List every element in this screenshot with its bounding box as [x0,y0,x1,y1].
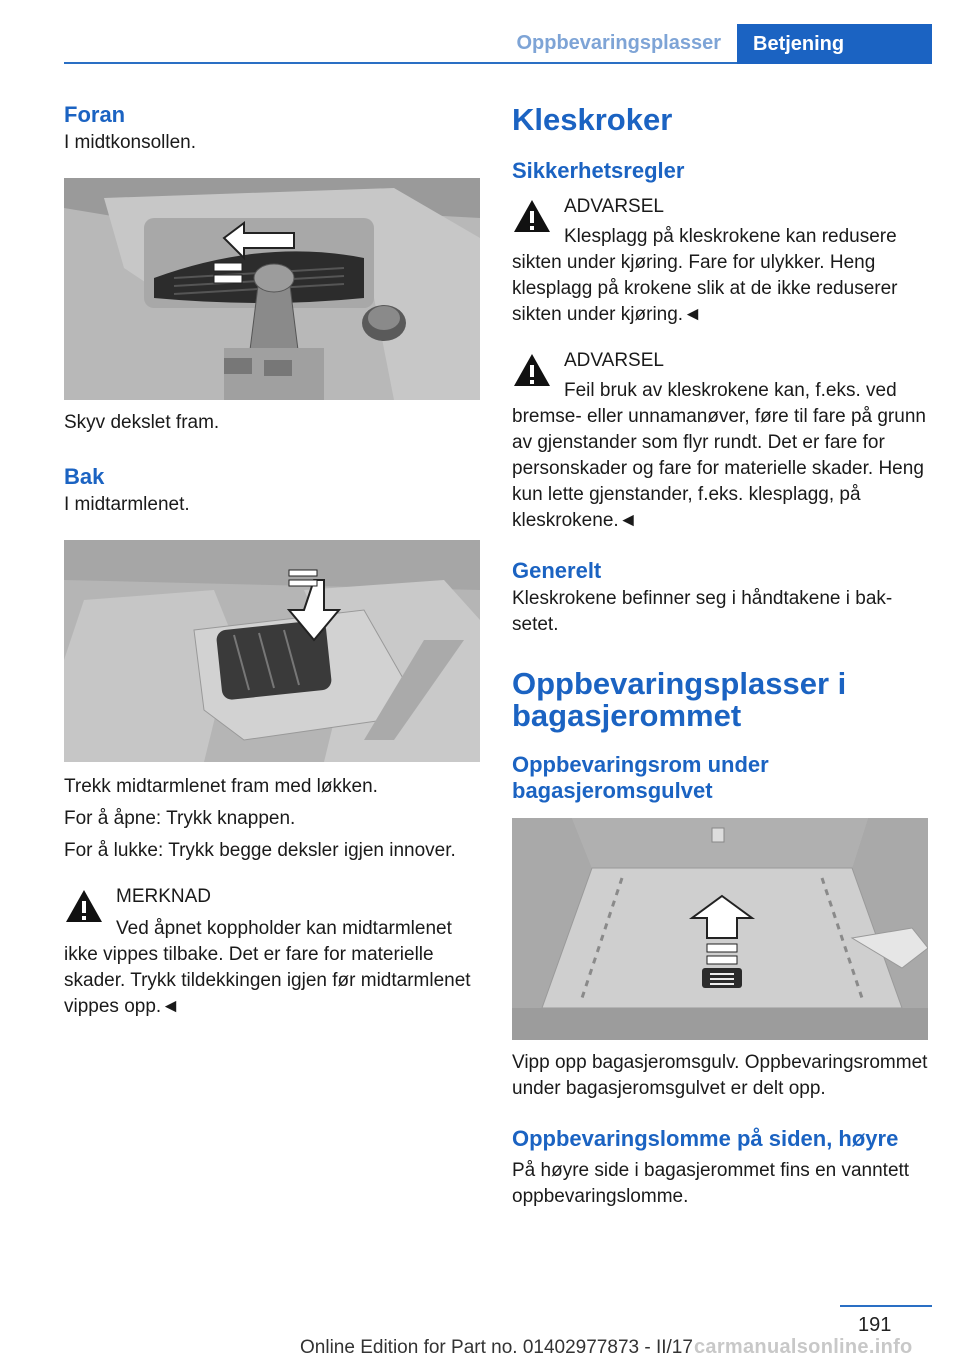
warning-1-label: ADVARSEL [564,196,664,217]
front-text: I midtkonsollen. [64,132,197,153]
rear-heading: Bak [64,464,105,489]
warning-1-text: sikten under kjøring. Fare for ulykker. Heng klesplagg på krokene slik at de ikke reduserer sikten under kjøring.◄ [512,252,898,325]
underfloor-caption: Vipp opp bagasjeromsgulv. Oppbevaringsrommet under bagasjeromsgulvet er delt opp. [512,1052,928,1099]
front-heading: Foran [64,102,126,127]
trunk-floor-illustration [512,818,928,1040]
warning-2-label: ADVARSEL [564,350,664,371]
rear-step-1: Trekk midtarmlenet fram med løkken. [64,776,378,797]
edition-text: Online Edition for Part no. 01402977873 - II/17 [300,1337,693,1358]
watermark: carmanualsonline.info [694,1336,913,1358]
chapter-tab[interactable]: Betjening [737,24,932,64]
hooks-heading: Kleskroker [512,102,673,137]
rear-armrest-photo [64,540,480,762]
rear-step-3: For å lukke: Trykk begge deksler igjen innover. [64,840,456,861]
warning-1-first-line: Klesplagg på kleskrokene kan redusere [564,226,897,247]
warning-2-text: bremse- eller unnamanøver, føre til fare på grunn av gjenstander som flyr rundt. Det er fare for personskader og fare for materielle skader. Heng kun lette gjenstander, f.eks. klesplagg, på kleskrokene.◄ [512,406,926,531]
general-text: Kleskrokene befinner seg i håndtakene i baksetet. [512,588,893,635]
general-heading: Generelt [512,558,602,583]
note-text: ikke vippes tilbake. Det er fare for materielle skader. Trykk tildekkingen igjen før midtarmlenet vippes opp.◄ [64,944,471,1017]
page-number: 191 [858,1314,892,1336]
center-console-illustration [64,178,480,400]
warning-box-1 [512,194,928,328]
note-label: MERKNAD [116,886,212,907]
center-console-photo [64,178,480,400]
trunk-floor-photo [512,818,928,1040]
footer-rule [840,1305,932,1307]
section-tab[interactable]: Oppbevaringsplasser [516,31,721,54]
warning-triangle-icon [64,888,104,924]
warning-triangle-icon [512,352,552,388]
warning-triangle-icon [512,198,552,234]
pocket-text: På høyre side i bagasjerommet fins en vanntett oppbevaringslomme. [512,1160,910,1207]
warning-2-first-line: Feil bruk av kleskrokene kan, f.eks. ved [564,380,897,401]
warning-box-2 [512,348,928,534]
underfloor-heading: Oppbevaringsrom under bagasjeromsgulvet [512,752,769,803]
rear-text: I midtarmlenet. [64,494,190,515]
pocket-heading: Oppbevaringslomme på siden, høyre [512,1126,899,1151]
note-box [64,884,480,1020]
right-column [512,100,928,1210]
rear-step-2: For å åpne: Trykk knappen. [64,808,296,829]
front-caption: Skyv dekslet fram. [64,412,220,433]
trunk-heading: Oppbevaringsplasser i bagasjerommet [512,666,847,733]
rear-armrest-illustration [64,540,480,762]
left-column [64,100,480,1020]
note-first-line: Ved åpnet koppholder kan midtarmlenet [116,918,452,939]
safety-heading: Sikkerhetsregler [512,158,685,183]
